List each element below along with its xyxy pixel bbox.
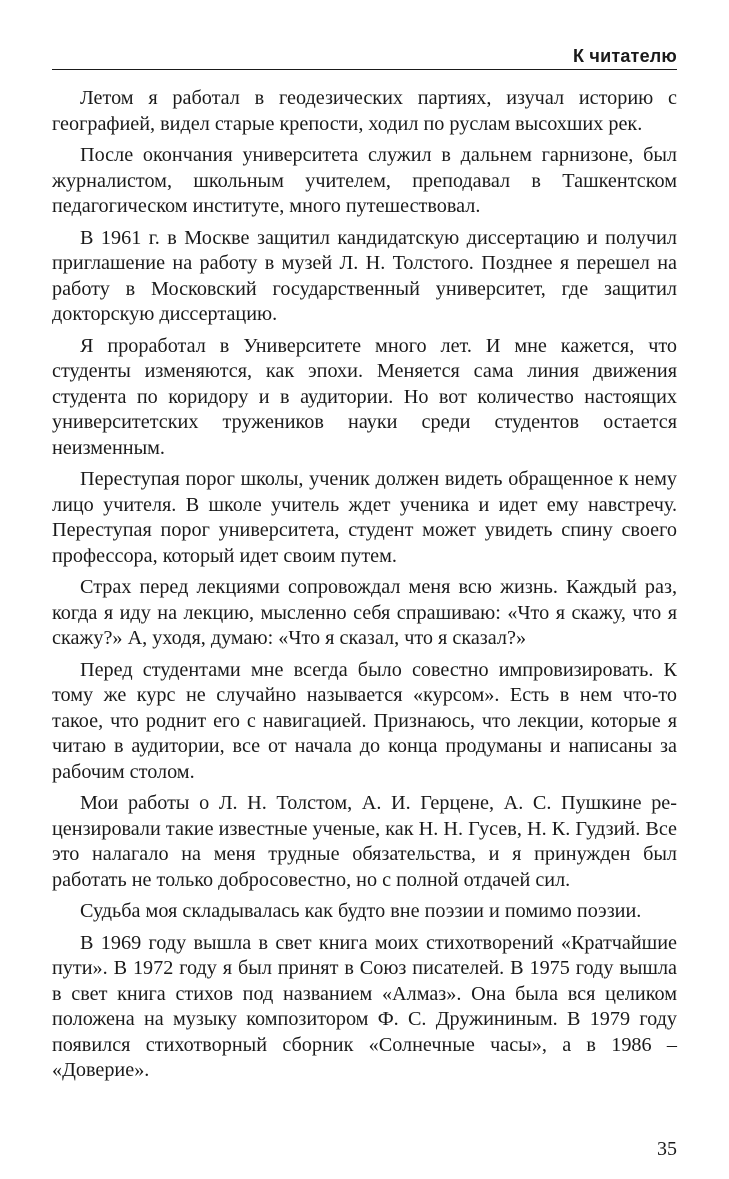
paragraph: Судьба моя складывалась как будто вне поэзии и помимо поэзии. [80, 900, 642, 922]
paragraph: Страх перед лекциями сопровождал меня всю жизнь. Каждый раз, когда я иду на лекцию, мысленно себя спрашиваю: «Что я скажу, что я скажу?» А, уходя, думаю: «Что я сказал, что я сказал?» [52, 576, 677, 649]
paragraph: Переступая порог школы, ученик должен видеть обращенное к нему лицо учителя. В школе учитель ждет ученика и идет ему навстречу. Переступая порог университета, студент может увидеть спину своего профессора, который идет своим путем. [52, 468, 677, 567]
paragraph: Летом я работал в геодезических партиях, изучал историю с географией, видел старые крепости, ходил по руслам высохших рек. [52, 87, 677, 135]
running-title: К читателю [573, 46, 677, 66]
paragraph: Мои работы о Л. Н. Толстом, А. И. Герцене, А. С. Пушкине рецензировали такие известные ученые, как Н. Н. Гусев, Н. К. Гудзий. Все это налагало на меня трудные обязательства, и я принужден был работать не только добросовестно, но с полной отдачей сил. [52, 792, 677, 891]
body-text [52, 86, 677, 1090]
paragraph: В 1961 г. в Москве защитил кандидатскую диссертацию и получил приглашение на работу в музей Л. Н. Толстого. Позднее я перешел на работу в Московский государственный университет, где защитил докторскую диссертацию. [52, 226, 677, 325]
paragraph: Перед студентами мне всегда было совестно импровизировать. К тому же курс не случайно называется «курсом». Есть в нем что-то такое, что роднит его с навигацией. Признаюсь, что лекции, которые я читаю в аудитории, все от начала до конца продуманы и написаны за рабочим столом. [52, 658, 677, 783]
paragraph: В 1969 году вышла в свет книга моих стихотворений «Кратчайшие пути». В 1972 году я был принят в Союз писателей. В 1975 году вышла в свет книга стихов под названием «Алмаз». Она была вся целиком положена на музыку композитором Ф. С. Дружининым. В 1979 году появился стихотворный сборник «Солнечные часы», а в 1986 – «Доверие». [52, 931, 677, 1081]
paragraph: После окончания университета служил в дальнем гарнизоне, был журналистом, школьным учителем, преподавал в Ташкентском педагогическом институте, много путешествовал. [52, 144, 677, 217]
page-number: 35 [657, 1138, 677, 1160]
header-rule [52, 69, 677, 70]
paragraph: Я проработал в Университете много лет. И мне кажется, что студенты изменяются, как эпохи. Меняется сама линия движения студента по коридору и в аудитории. Но вот количество настоящих университетских тружеников науки среди студентов остается неизменным. [52, 334, 677, 459]
book-page [52, 0, 677, 1179]
